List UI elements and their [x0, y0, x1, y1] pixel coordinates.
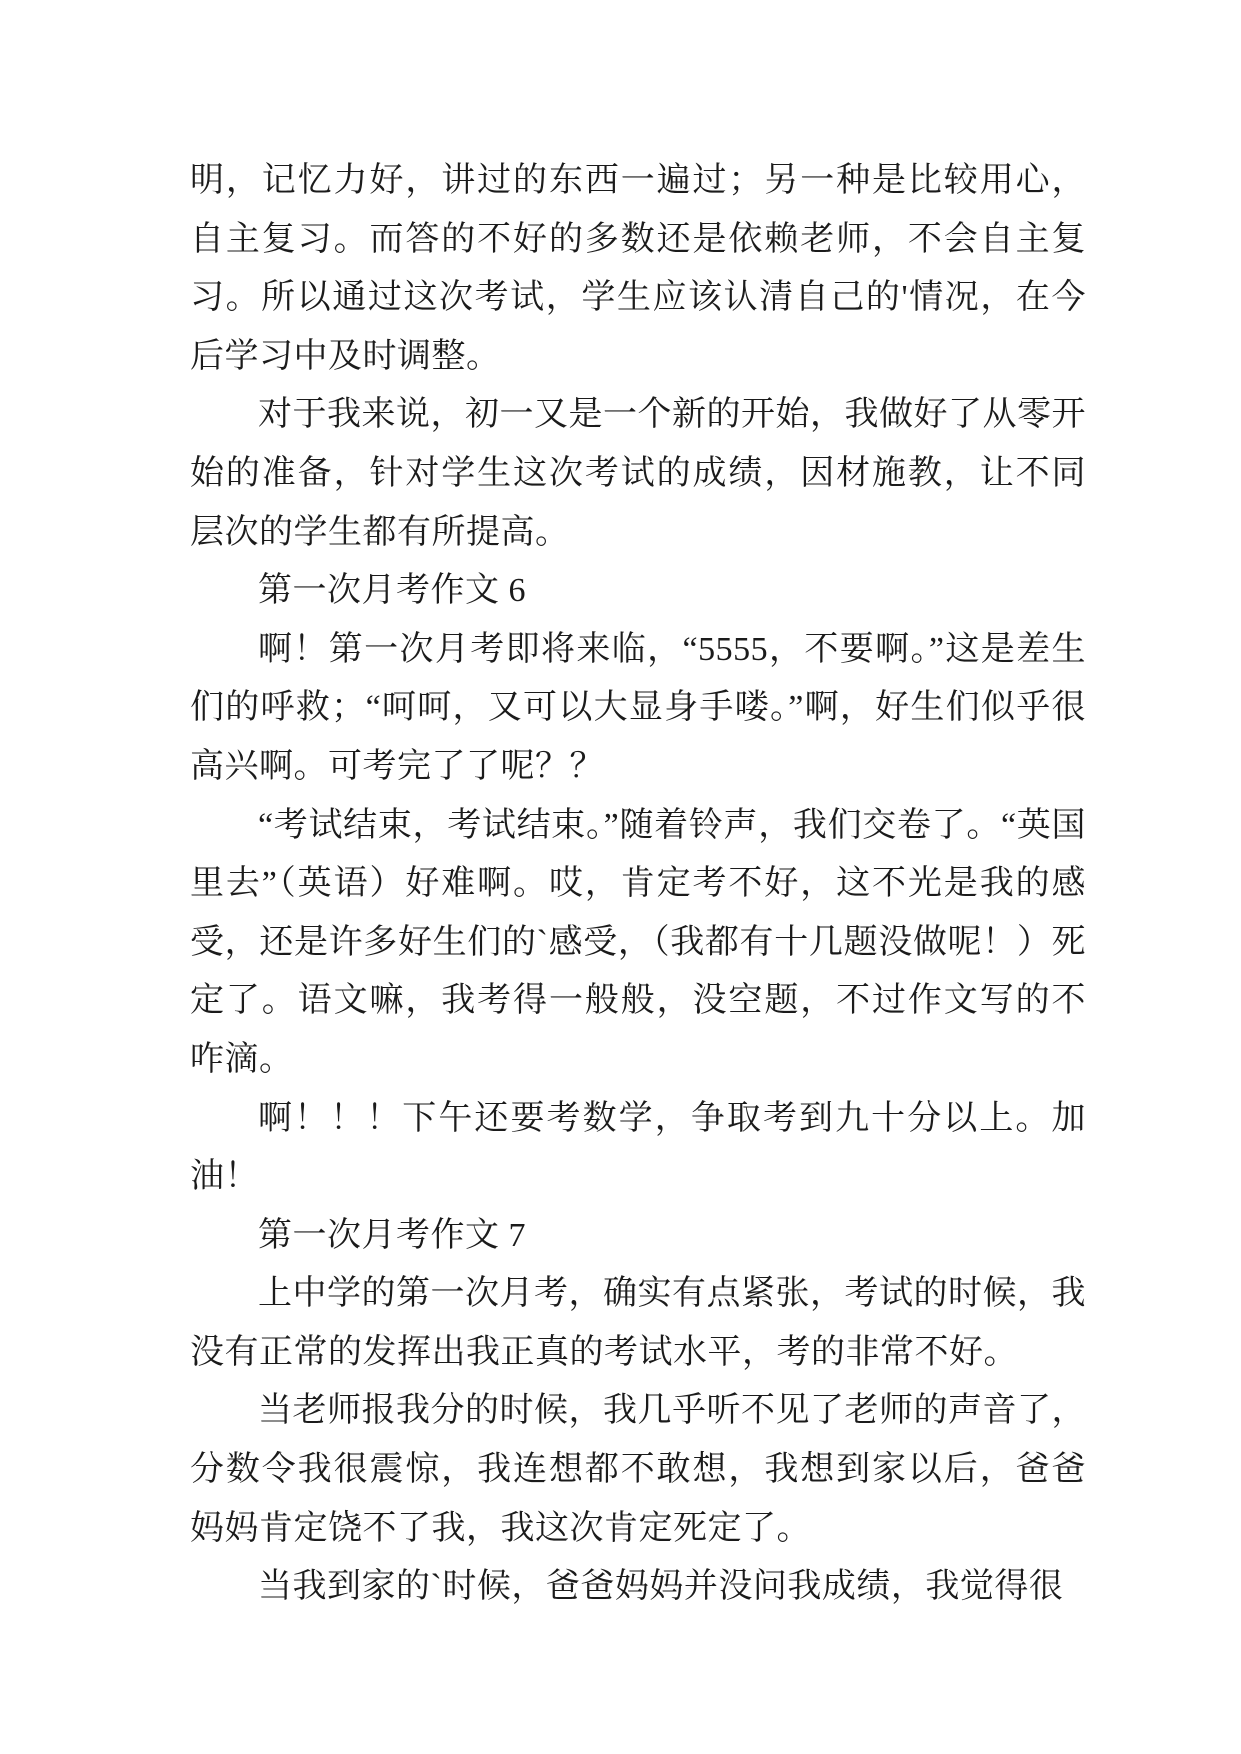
- essay-paragraph: 当我到家的`时候，爸爸妈妈并没问我成绩，我觉得很: [258, 1568, 1064, 1606]
- essay-paragraph: 啊！！！下午还要考数学，争取考到九十分以上。加油！: [190, 1099, 1086, 1196]
- essay-paragraph: 当老师报我分的时候，我几乎听不见了老师的声音了，分数令我很震惊，我连想都不敢想，我想到家以后，爸爸妈妈肯定饶不了我，我这次肯定死定了。: [190, 1392, 1086, 1547]
- essay-paragraph: 上中学的第一次月考，确实有点紧张，考试的时候，我没有正常的发挥出我正真的考试水平，考的非常不好。: [190, 1275, 1086, 1371]
- essay-paragraph: 啊！第一次月考即将来临，“5555，不要啊。”这是差生们的呼救；“呵呵，又可以大显身手喽。”啊，好生们似乎很高兴啊。可考完了了呢？？: [190, 630, 1086, 785]
- essay-paragraph: 对于我来说，初一又是一个新的开始，我做好了从零开始的准备，针对学生这次考试的成绩，因材施教，让不同层次的学生都有所提高。: [190, 396, 1086, 551]
- essay-paragraph: “考试结束，考试结束。”随着铃声，我们交卷了。“英国里去”（英语）好难啊。哎，肯定考不好，这不光是我的感受，还是许多好生们的`感受，（我都有十几题没做呢！）死定了。语文嘛，我考得一般般，没空题，不过作文写的不咋滴。: [190, 806, 1086, 1078]
- essay-page-text-block: [190, 152, 1086, 1617]
- essay-section-heading: 第一次月考作文 6: [258, 572, 526, 610]
- essay-section-heading: 第一次月考作文 7: [258, 1216, 526, 1254]
- essay-paragraph: 明，记忆力好，讲过的东西一遍过；另一种是比较用心，自主复习。而答的不好的多数还是依赖老师，不会自主复习。所以通过这次考试，学生应该认清自己的'情况，在今后学习中及时调整。: [190, 162, 1086, 375]
